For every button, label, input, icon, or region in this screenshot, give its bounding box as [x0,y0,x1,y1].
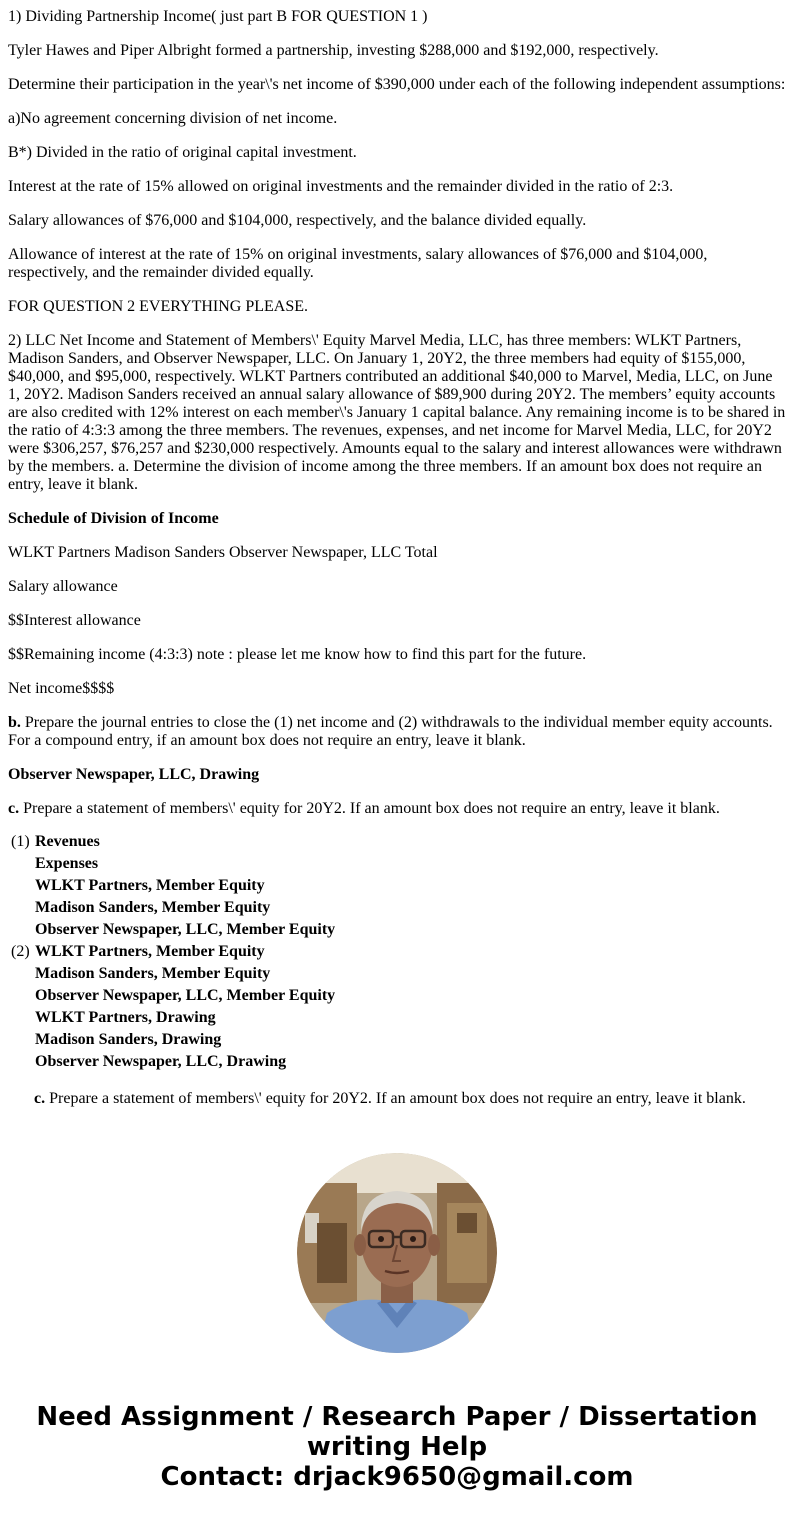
table-row [10,854,336,874]
entry-number [10,964,32,984]
table-row [10,964,336,984]
part-c-repeat-body: Prepare a statement of members\' equity for 20Y2. If an amount box does not require an entry, leave it blank. [45,1090,746,1107]
entry-account: Observer Newspaper, LLC, Member Equity [35,921,336,938]
remaining-income-line: $$Remaining income (4:3:3) note : please let me know how to find this part for the future. [8,646,587,663]
entry-account: Revenues [35,833,100,850]
part-c-repeat-label: c. [34,1090,46,1107]
entry-number [10,1052,32,1072]
q1-heading: 1) Dividing Partnership Income( just part B FOR QUESTION 1 ) [8,8,428,25]
entry-account: Madison Sanders, Member Equity [35,899,271,916]
table-row [10,1008,336,1028]
part-c-body: Prepare a statement of members\' equity for 20Y2. If an amount box does not require an entry, leave it blank. [19,800,720,817]
entry-account: WLKT Partners, Drawing [35,1009,216,1026]
portrait-image [297,1153,497,1353]
part-b-label: b. [8,714,21,731]
footer-line-1: Need Assignment / Research Paper / Dissertation [36,1402,758,1432]
avatar [297,1153,497,1353]
table-row [10,1052,336,1072]
entry-account: Observer Newspaper, LLC, Member Equity [35,987,336,1004]
entry-number [10,876,32,896]
q2-body: 2) LLC Net Income and Statement of Members\' Equity Marvel Media, LLC, has three members: WLKT Partners, Madison Sanders, and Observer Newspaper, LLC. On January 1, 20Y2, the three members had equity of $155,000, $40,000, and $95,000, respectively. WLKT Partners contributed an additional $40,000 to Marvel, Media, LLC, on June 1, 20Y2. Madison Sanders received an annual salary allowance of $89,900 during 20Y2. The members’ equity accounts are also credited with 12% interest on each member\'s January 1 capital balance. Any remaining income is to be shared in the ratio of 4:3:3 among the three members. The revenues, expenses, and net income for Marvel Media, LLC, for 20Y2 were $306,257, $76,257 and $230,000 respectively. Amounts equal to the salary and interest allowances were withdrawn by the members. a. Determine the division of income among the three members. If an amount box does not require an entry, leave it blank. [8,332,786,493]
entry-account: WLKT Partners, Member Equity [35,877,265,894]
footer-line-3: Contact: drjack9650@gmail.com [160,1462,634,1492]
q1-instruction: Determine their participation in the year\'s net income of $390,000 under each of the following independent assumptions: [8,76,786,93]
q1-assumption-d: Salary allowances of $76,000 and $104,000, respectively, and the balance divided equally. [8,212,587,229]
table-row [10,832,336,852]
part-b-body: Prepare the journal entries to close the (1) net income and (2) withdrawals to the individual member equity accounts. For a compound entry, if an amount box does not require an entry, leave it blank. [8,714,773,749]
part-c-repeat [34,1090,784,1108]
schedule-title-text: Schedule of Division of Income [8,510,219,527]
q1-assumption-c: Interest at the rate of 15% allowed on original investments and the remainder divided in the ratio of 2:3. [8,178,674,195]
entry-account: Observer Newspaper, LLC, Drawing [35,1053,287,1070]
table-row [10,942,336,962]
footer-line-2: writing Help [306,1432,488,1462]
drawing-label [8,766,788,784]
q1-assumption-b: B*) Divided in the ratio of original capital investment. [8,144,357,161]
part-c-text [8,800,788,818]
entry-number [10,986,32,1006]
q1-assumption-a: a)No agreement concerning division of net income. [8,110,338,127]
net-income-line: Net income$$$$ [8,680,115,697]
schedule-header: WLKT Partners Madison Sanders Observer Newspaper, LLC Total [8,544,438,561]
salary-allowance-line: Salary allowance [8,578,118,595]
part-c-label: c. [8,800,20,817]
q1-assumption-e: Allowance of interest at the rate of 15% on original investments, salary allowances of $76,000 and $104,000, respectively, and the remainder divided equally. [8,246,708,281]
entry-number [10,898,32,918]
table-row [10,986,336,1006]
entry-number: (1) [11,833,30,850]
entry-number: (2) [11,943,30,960]
entry-number [10,854,32,874]
part-b-text [8,714,788,750]
document-body [8,8,788,1074]
entry-account: WLKT Partners, Member Equity [35,943,265,960]
entry-account: Madison Sanders, Member Equity [35,965,271,982]
table-row [10,920,336,940]
footer-advertisement [0,1402,794,1492]
entry-number [10,1008,32,1028]
entry-number [10,1030,32,1050]
schedule-title [8,510,788,528]
entry-number [10,920,32,940]
entry-account: Madison Sanders, Drawing [35,1031,222,1048]
journal-entries-table [8,830,338,1074]
q2-note: FOR QUESTION 2 EVERYTHING PLEASE. [8,298,308,315]
table-row [10,1030,336,1050]
table-row [10,876,336,896]
interest-allowance-line: $$Interest allowance [8,612,141,629]
entry-account: Expenses [35,855,99,872]
table-row [10,898,336,918]
q1-intro: Tyler Hawes and Piper Albright formed a partnership, investing $288,000 and $192,000, respectively. [8,42,659,59]
drawing-label-text: Observer Newspaper, LLC, Drawing [8,766,260,783]
